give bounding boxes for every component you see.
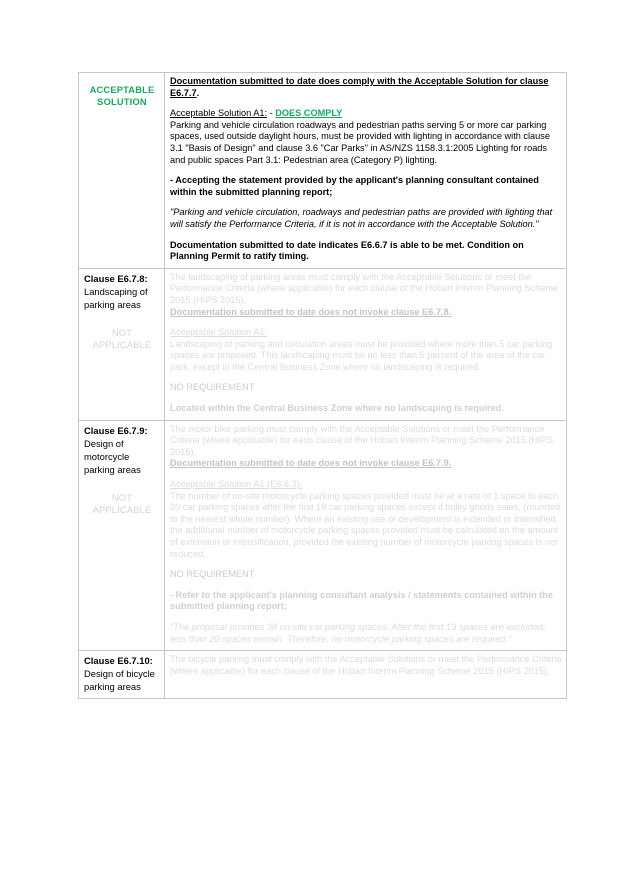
row-label-e6-7-9 [79, 420, 165, 651]
spacer [170, 166, 562, 175]
status-badge-not-applicable [84, 492, 160, 516]
invoke-statement: Documentation submitted to date does not invoke clause E6.7.9. [170, 458, 452, 469]
clause-title: Landscaping of parking areas [84, 285, 148, 310]
solution-body-text: Parking and vehicle circulation roadways and pedestrian paths serving 5 or more car parking spaces, used outside daylight hours, must be provided with lighting in accordance with clause 3.1 "Basis of Design" and clause 3.6 "Car Parks" in AS/NZS 1158.3.1:2005 Lighting for roads and public spaces Part 3.1: Pedestrian area (Category P) lighting. [170, 119, 550, 165]
solution-label: Acceptable Solution A1 (E6.6.3): [170, 479, 303, 490]
intro-text: The bicycle parking must comply with the Acceptable Solutions or meet the Performance Criteria (where applicable) for each clause of the Hobart Interim Planning Scheme 2015 (HIPS 2015). [170, 654, 562, 676]
refer-statement: - Refer to the applicant's planning consultant analysis / statements contained within the submitted planning report; [170, 589, 554, 612]
solution-heading [170, 108, 562, 120]
table-row [79, 651, 567, 699]
solution-body-text: Landscaping of parking and circulation areas must be provided where more than 5 car parking spaces are proposed. This landscaping must be no less than 5 percent of the area of the car park, except in the Central Business Zone where no landscaping is required. [170, 338, 553, 372]
solution-body-text: The number of on-site motorcycle parking spaces provided must be at a rate of 1 space to each 20 car parking spaces after the first 19 car parking spaces except if bulky goods sales, (rounded to the nearest whole number). Where an existing use or development is extended or intensified, the additional number of motorcycle parking spaces provided must be calculated on the amount of extension or intensification, provided the existing number of motorcycle parking spaces is not reduced. [170, 490, 561, 559]
row-body-e6-7-7 [165, 73, 567, 269]
intro-text: The motor bike parking must comply with the Acceptable Solutions or meet the Performance Criteria (where applicable) for each clause of the Hobart Interim Planning Scheme 2015 (HIPS 2015). [170, 423, 554, 457]
solution-label: Acceptable Solution A1: [170, 327, 268, 338]
requirement-status: NO REQUIREMENT [170, 382, 255, 393]
row-label-e6-7-7 [79, 73, 165, 269]
consultant-quote: "Parking and vehicle circulation, roadways and pedestrian paths are provided with lighting that will satisfy the Performance Criteria, if it is not in accordance with the Acceptable Solution." [170, 207, 553, 229]
spacer [170, 560, 562, 569]
conclusion-text: Located within the Central Business Zone where no landscaping is required. [170, 403, 504, 414]
spacer [170, 231, 562, 240]
row-body-e6-7-8 [165, 268, 567, 420]
compliance-assessment-table [78, 72, 567, 699]
consultant-quote: "The proposal provides 38 on-site car parking spaces. After the first 19 spaces are excluded, less than 20 spaces remain. Therefore, no motorcycle parking spaces are required." [170, 621, 546, 644]
spacer [170, 99, 562, 108]
clause-number: Clause E6.7.8: [84, 272, 148, 284]
status-badge-acceptable-solution [84, 76, 160, 108]
compliance-verdict: DOES COMPLY [275, 108, 343, 119]
table-row [79, 420, 567, 651]
status-line-1: NOT [111, 327, 133, 338]
requirement-status: NO REQUIREMENT [170, 569, 255, 580]
spacer [170, 373, 562, 382]
invoke-statement: Documentation submitted to date does not invoke clause E6.7.8. [170, 306, 452, 317]
clause-title: Design of motorcycle parking areas [84, 437, 141, 475]
spacer [170, 198, 562, 207]
clause-number: Clause E6.7.9: [84, 424, 148, 436]
status-line-2: APPLICABLE [92, 504, 152, 515]
status-badge-not-applicable [84, 327, 160, 351]
status-line-1: NOT [111, 492, 133, 503]
solution-dash: - [267, 108, 276, 119]
solution-label: Acceptable Solution A1: [170, 108, 268, 119]
heading-period: . [196, 87, 200, 98]
status-line-1: ACCEPTABLE [89, 85, 155, 95]
row-label-e6-7-10 [79, 651, 165, 699]
conclusion-text: Documentation submitted to date indicates E6.6.7 is able to be met. Condition on Planning Permit to ratify timing. [170, 239, 524, 262]
heading-paragraph [170, 76, 562, 99]
row-body-e6-7-10 [165, 651, 567, 699]
row-body-e6-7-9 [165, 420, 567, 651]
accepting-statement: - Accepting the statement provided by the applicant's planning consultant contained within the submitted planning report; [170, 175, 539, 197]
spacer [170, 613, 562, 622]
table-row [79, 73, 567, 269]
status-line-2: SOLUTION [97, 97, 147, 107]
row-label-e6-7-8 [79, 268, 165, 420]
table-row [79, 268, 567, 420]
clause-number: Clause E6.7.10: [84, 655, 153, 667]
spacer [170, 394, 562, 403]
spacer [170, 318, 562, 327]
spacer [170, 581, 562, 590]
status-line-2: APPLICABLE [92, 339, 152, 350]
spacer [170, 470, 562, 479]
intro-text: The landscaping of parking areas must comply with the Acceptable Solutions or meet the Performance Criteria (where applicable) for each clause of the Hobart Interim Planning Scheme 2015 (HIPS 2015). [170, 271, 559, 305]
heading-text: Documentation submitted to date does comply with the Acceptable Solution for clause E6.7.7 [170, 76, 549, 98]
clause-title: Design of bicycle parking areas [84, 668, 155, 693]
